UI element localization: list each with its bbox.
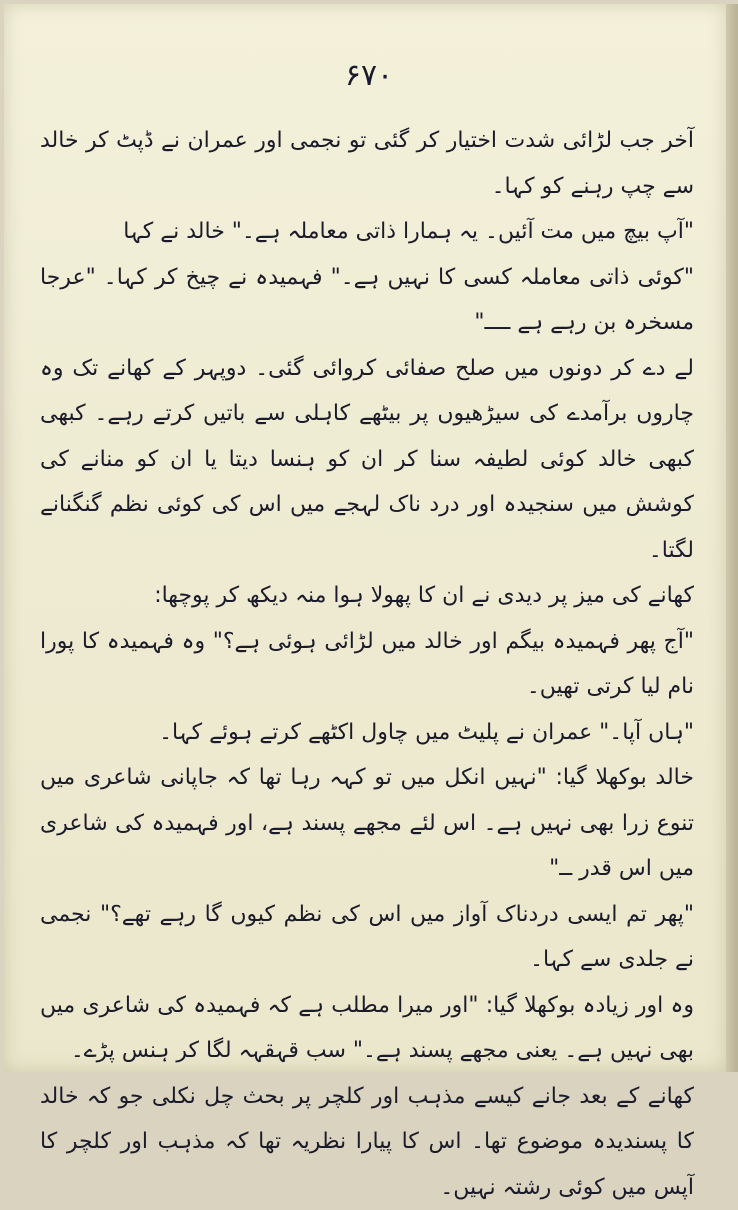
paragraph: کھانے کے بعد جانے کیسے مذہب اور کلچر پر بحث چل نکلی جو کہ خالد کا پسندیدہ موضوع تھا۔ اس کا پیارا نظریہ تھا کہ مذہب اور کلچر کا آپس میں کوئی رشتہ نہیں۔ [40,1074,694,1210]
paragraph: "کوئی ذاتی معاملہ کسی کا نہیں ہے۔" فہمیدہ نے چیخ کر کہا۔ "عرجا مسخرہ بن رہے ہے ــــ" [40,255,694,346]
page-text [40,118,694,1210]
paragraph: وہ اور زیادہ بوکھلا گیا: "اور میرا مطلب ہے کہ فہمیدہ کی شاعری میں بھی نہیں ہے۔ یعنی مجھے پسند ہے۔" سب قہقہہ لگا کر ہنس پڑے۔ [40,983,694,1074]
page-edge [726,4,738,1072]
page-number: ۶۷۰ [0,58,738,93]
paragraph: لے دے کر دونوں میں صلح صفائی کروائی گئی۔ دوپہر کے کھانے تک وہ چاروں برآمدے کی سیڑھیوں پر بیٹھے کاہلی سے باتیں کرتے رہے۔ کبھی کبھی خالد کوئی لطیفہ سنا کر ان کو ہنسا دیتا یا ان کو منانے کی کوشش میں سنجیدہ اور درد ناک لہجے میں اس کی کوئی نظم گنگنانے لگتا۔ [40,346,694,574]
paragraph: کھانے کی میز پر دیدی نے ان کا پھولا ہوا منہ دیکھ کر پوچھا: [40,573,694,619]
paragraph: "ہاں آپا۔" عمران نے پلیٹ میں چاول اکٹھے کرتے ہوئے کہا۔ [40,710,694,756]
paragraph: "آپ بیچ میں مت آئیں۔ یہ ہمارا ذاتی معاملہ ہے۔" خالد نے کہا [40,209,694,255]
paragraph: "آج پھر فہمیدہ بیگم اور خالد میں لڑائی ہوئی ہے؟" وہ فہمیدہ کا پورا نام لیا کرتی تھیں۔ [40,619,694,710]
paragraph: آخر جب لڑائی شدت اختیار کر گئی تو نجمی اور عمران نے ڈپٹ کر خالد سے چپ رہنے کو کہا۔ [40,118,694,209]
paragraph: "پھر تم ایسی دردناک آواز میں اس کی نظم کیوں گا رہے تھے؟" نجمی نے جلدی سے کہا۔ [40,892,694,983]
paragraph: خالد بوکھلا گیا: "نہیں انکل میں تو کہہ رہا تھا کہ جاپانی شاعری میں تنوع زرا بھی نہیں ہے۔ اس لئے مجھے پسند ہے، اور فہمیدہ کی شاعری میں اس قدر ــ" [40,755,694,892]
